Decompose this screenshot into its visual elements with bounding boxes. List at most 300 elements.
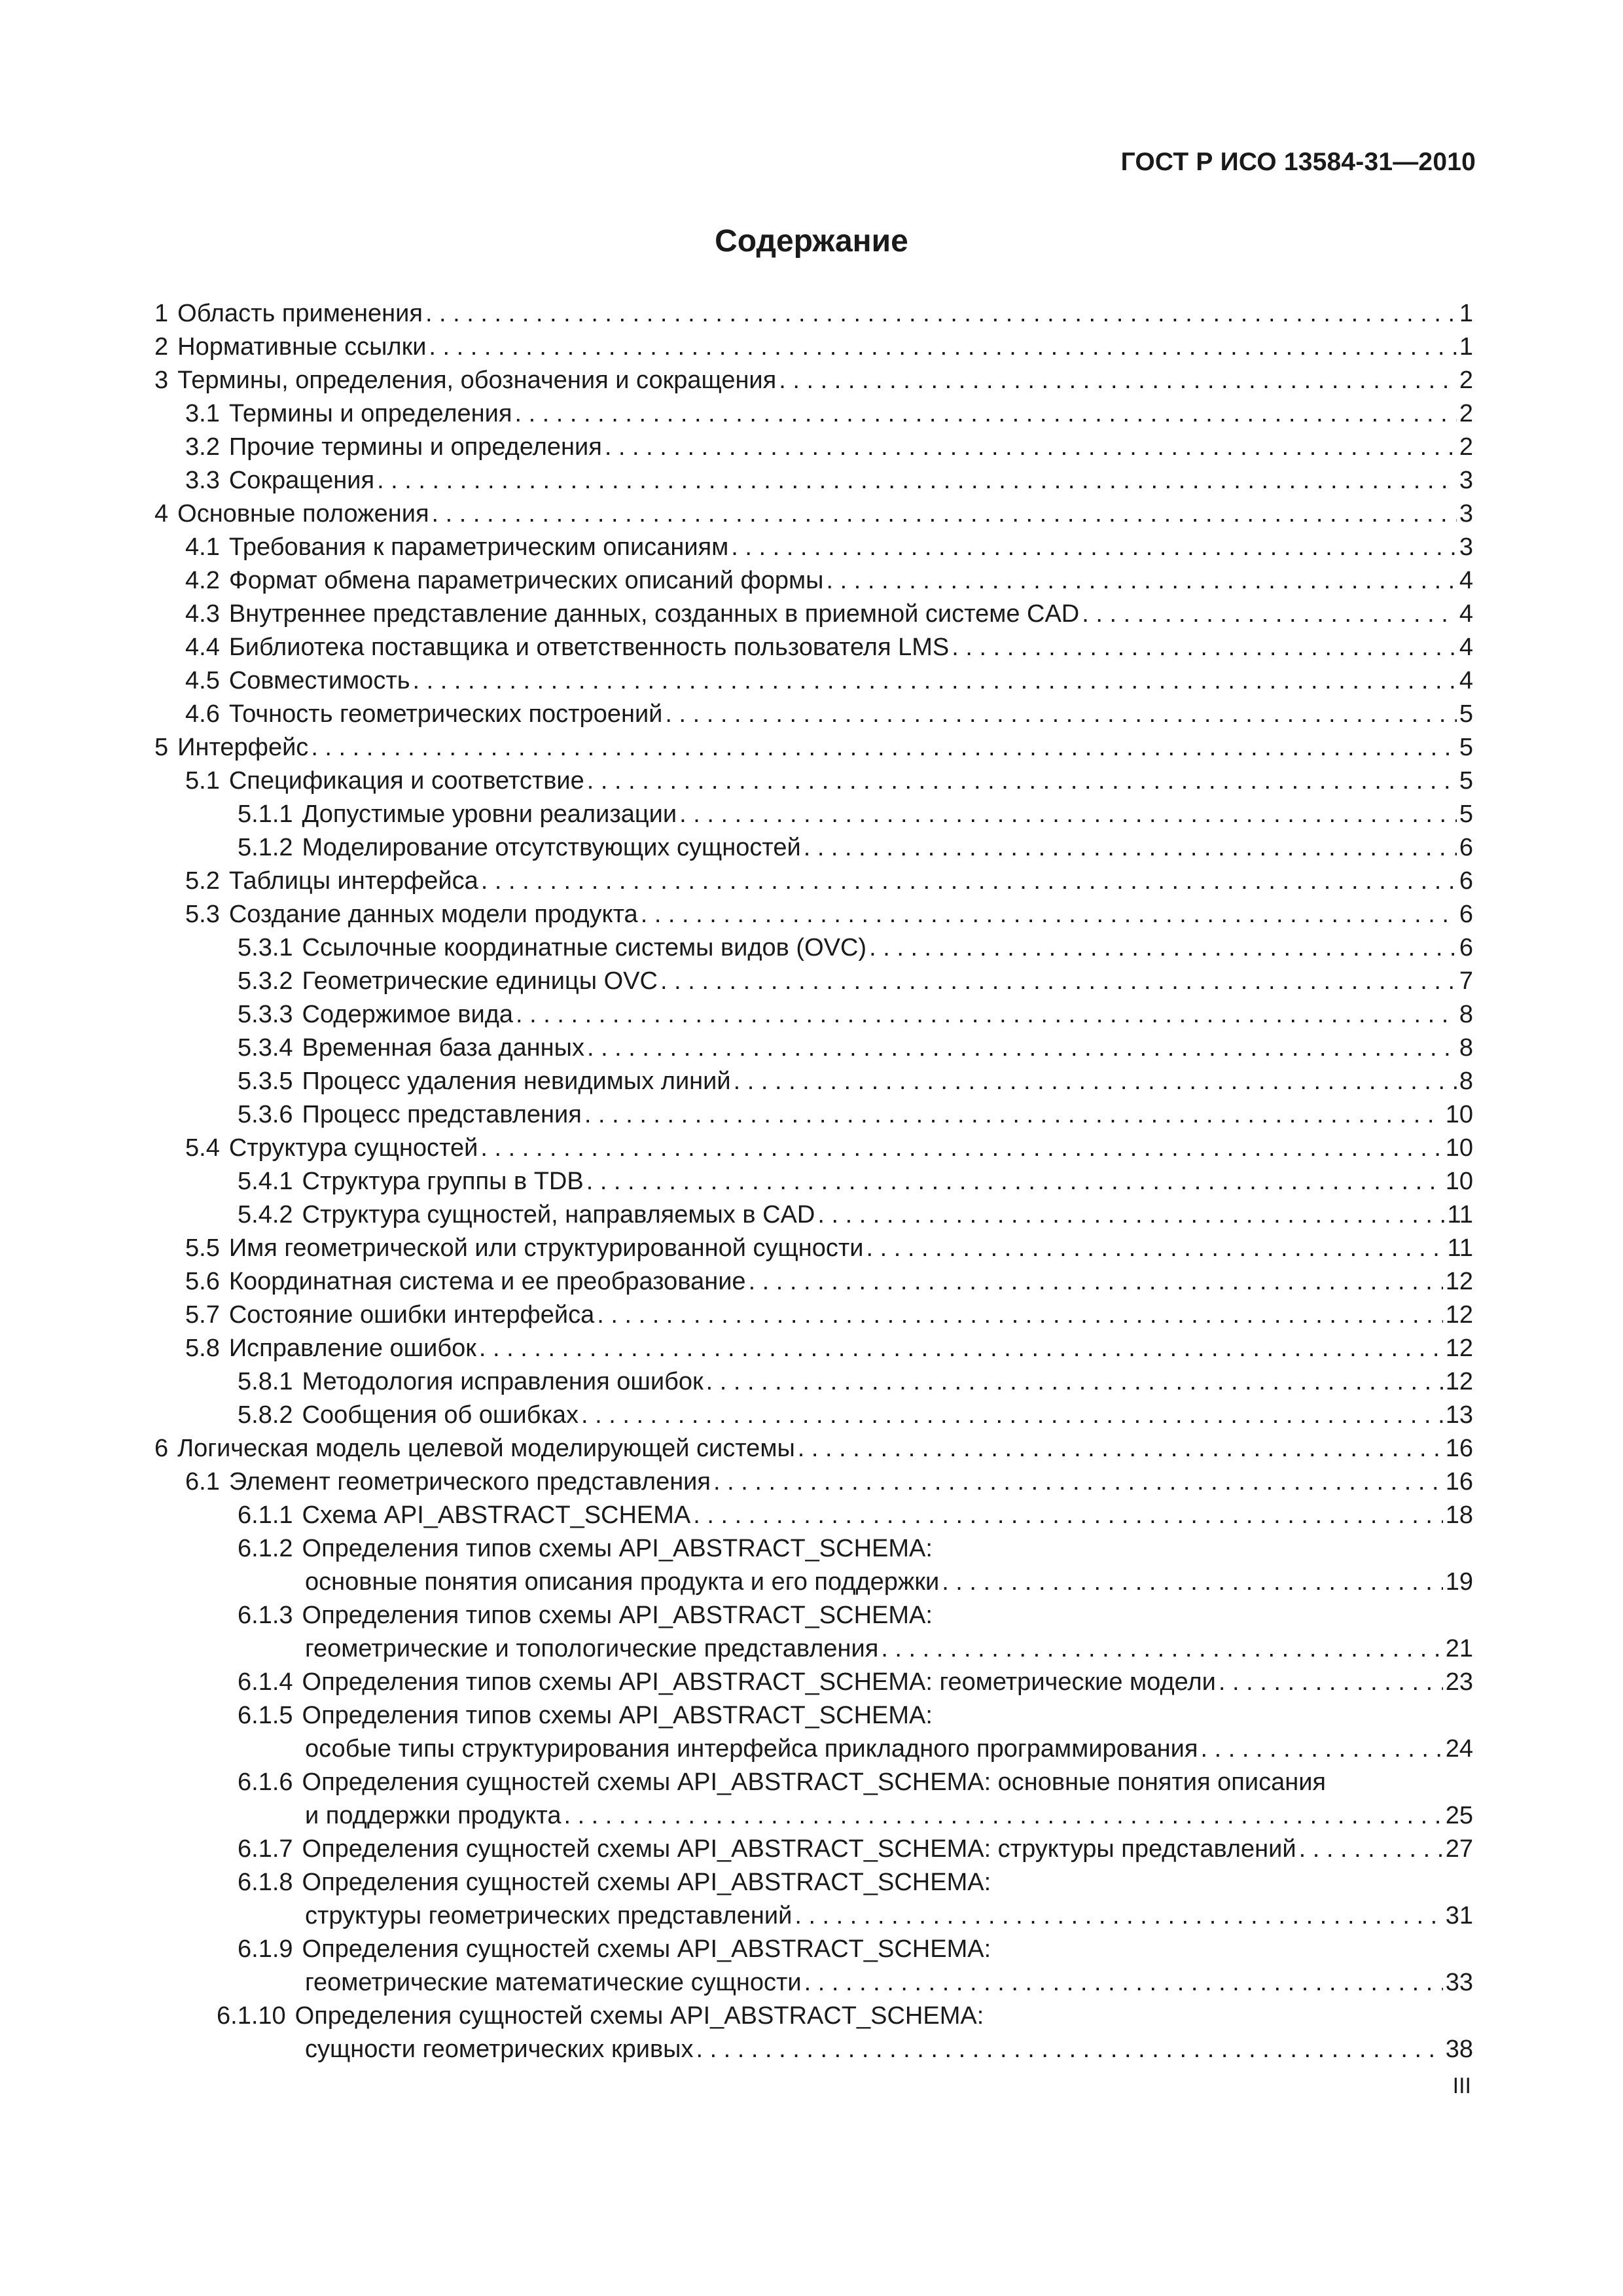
dot-leader — [581, 1399, 1443, 1432]
dot-leader — [713, 1465, 1443, 1499]
toc-entry-title — [154, 297, 423, 331]
toc-entry-label: Моделирование отсутствующих сущностей — [302, 834, 801, 861]
toc-entry[interactable] — [154, 564, 1473, 598]
toc-entry-title — [185, 531, 728, 564]
toc-entry-title — [185, 431, 602, 464]
toc-entry-page: 5 — [1459, 767, 1473, 795]
toc-entry-title — [185, 1232, 864, 1265]
toc-entry-title — [185, 865, 478, 898]
toc-entry-page: 6 — [1459, 934, 1473, 961]
dot-leader — [696, 2033, 1442, 2066]
toc-entry-label: особые типы структурирования интерфейса прикладного программирования — [305, 1735, 1198, 1763]
toc-entry-title — [154, 731, 308, 764]
toc-entry-label: Ссылочные координатные системы видов (OVC) — [302, 934, 867, 961]
toc-entry-number: 5.3.4 — [238, 1034, 293, 1062]
toc-entry-number: 5.3.1 — [238, 934, 293, 961]
toc-entry-number: 5.1.2 — [238, 834, 293, 861]
toc-entry-label: Сообщения об ошибках — [302, 1401, 579, 1429]
toc-entry-page: 12 — [1445, 1335, 1473, 1362]
dot-leader — [1082, 598, 1457, 631]
toc-entry-page: 5 — [1459, 700, 1473, 728]
toc-entry-label: Процесс представления — [302, 1101, 582, 1128]
dot-leader — [869, 931, 1457, 965]
toc-entry[interactable] — [154, 1966, 1473, 2000]
toc-entry-page: 4 — [1459, 634, 1473, 661]
toc-entry-label: сущности геометрических кривых — [305, 2036, 694, 2063]
toc-entry-page: 18 — [1445, 1501, 1473, 1529]
toc-entry-label: Библиотека поставщика и ответственность пользователя LMS — [228, 634, 950, 661]
dot-leader — [425, 297, 1457, 331]
dot-leader — [584, 1098, 1443, 1132]
dot-leader — [311, 731, 1457, 764]
toc-entry-label: Определения типов схемы API_ABSTRACT_SCHEMA: геометрические модели — [302, 1668, 1216, 1696]
toc-entry[interactable] — [154, 1833, 1473, 1866]
toc-entry-page: 5 — [1459, 800, 1473, 828]
toc-entry[interactable] — [154, 631, 1473, 664]
toc-entry-page: 8 — [1459, 1001, 1473, 1028]
dot-leader — [641, 898, 1457, 931]
toc-entry[interactable] — [154, 2033, 1473, 2066]
toc-entry-number: 4.2 — [185, 567, 220, 594]
toc-entry-number: 2 — [154, 333, 169, 361]
toc-entry[interactable] — [154, 698, 1473, 731]
toc-entry[interactable] — [154, 1031, 1473, 1065]
toc-entry-page: 23 — [1445, 1668, 1473, 1696]
toc-entry-number: 5.4 — [185, 1134, 220, 1162]
page-title: Содержание — [715, 224, 908, 259]
toc-entry-page: 3 — [1459, 467, 1473, 494]
toc-entry-label: Сокращения — [228, 467, 375, 494]
toc-entry[interactable] — [154, 931, 1473, 965]
toc-entry-number: 6.1.7 — [238, 1835, 293, 1863]
toc-entry-number: 6.1.5 — [238, 1702, 293, 1729]
toc-entry-title — [154, 364, 776, 397]
toc-entry[interactable] — [154, 998, 1473, 1031]
toc-entry-label: Основные положения — [177, 500, 429, 528]
toc-entry-title — [238, 1666, 1216, 1699]
toc-entry-title — [305, 1732, 1198, 1766]
toc-entry-number: 5.8 — [185, 1335, 220, 1362]
toc-entry-number: 3.1 — [185, 400, 220, 427]
toc-entry-page: 5 — [1459, 734, 1473, 761]
toc-entry-title — [185, 598, 1079, 631]
toc-entry-title — [305, 1566, 939, 1599]
dot-leader — [597, 1299, 1442, 1332]
dot-leader — [779, 364, 1457, 397]
toc-entry-label: Структура группы в TDB — [302, 1168, 584, 1195]
toc-entry-page: 12 — [1445, 1268, 1473, 1295]
dot-leader — [587, 764, 1457, 798]
toc-entry[interactable] — [154, 1232, 1473, 1265]
toc-entry-label: Определения сущностей схемы API_ABSTRACT_SCHEMA: — [302, 1869, 991, 1896]
toc-entry[interactable] — [154, 1666, 1473, 1699]
toc-entry-page: 13 — [1445, 1401, 1473, 1429]
dot-leader — [1219, 1666, 1443, 1699]
toc-entry-title — [238, 1165, 584, 1198]
table-of-contents — [154, 297, 1473, 2066]
toc-entry-page: 16 — [1445, 1468, 1473, 1496]
toc-entry-page: 4 — [1459, 600, 1473, 628]
toc-entry-title — [238, 1766, 1326, 1799]
toc-entry-title — [238, 1365, 704, 1399]
toc-entry[interactable] — [154, 1132, 1473, 1165]
toc-entry-number: 6.1.2 — [238, 1535, 293, 1562]
toc-entry-label: Содержимое вида — [302, 1001, 514, 1028]
toc-entry-label: Определения сущностей схемы API_ABSTRACT_SCHEMA: основные понятия описания — [302, 1768, 1327, 1796]
toc-entry-label: Состояние ошибки интерфейса — [228, 1301, 595, 1329]
toc-entry-title — [238, 1098, 582, 1132]
toc-entry-title — [305, 1632, 878, 1666]
toc-entry-label: Точность геометрических построений — [228, 700, 663, 728]
dot-leader — [586, 1165, 1443, 1198]
toc-entry-number: 4 — [154, 500, 169, 528]
toc-entry[interactable] — [154, 831, 1473, 865]
toc-entry-title — [238, 1699, 933, 1732]
toc-entry[interactable] — [154, 1933, 1473, 1966]
toc-entry-label: Внутреннее представление данных, созданных в приемной системе CAD — [228, 600, 1080, 628]
toc-entry-label: структуры геометрических представлений — [305, 1902, 793, 1929]
toc-entry-page: 33 — [1445, 1969, 1473, 1996]
dot-leader — [432, 497, 1457, 531]
toc-entry-title — [154, 497, 429, 531]
toc-entry-page: 2 — [1459, 433, 1473, 461]
toc-entry-page: 7 — [1459, 967, 1473, 995]
toc-entry-title — [238, 1866, 991, 1899]
toc-entry-page: 3 — [1459, 500, 1473, 528]
toc-entry-page: 6 — [1459, 901, 1473, 928]
dot-leader — [731, 531, 1457, 564]
toc-entry-label: Элемент геометрического представления — [228, 1468, 711, 1496]
toc-entry[interactable] — [154, 865, 1473, 898]
toc-entry-number: 4.5 — [185, 667, 220, 694]
dot-leader — [660, 965, 1457, 998]
toc-entry-page: 12 — [1445, 1301, 1473, 1329]
toc-entry-title — [238, 1933, 991, 1966]
toc-entry[interactable] — [154, 1732, 1473, 1766]
toc-entry-number: 3 — [154, 367, 169, 394]
toc-entry-label: Схема API_ABSTRACT_SCHEMA — [302, 1501, 691, 1529]
toc-entry-number: 5.3 — [185, 901, 220, 928]
toc-entry-page: 10 — [1445, 1168, 1473, 1195]
toc-entry-page: 2 — [1459, 400, 1473, 427]
toc-entry[interactable] — [154, 497, 1473, 531]
toc-entry-label: и поддержки продукта — [305, 1802, 562, 1829]
dot-leader — [429, 331, 1456, 364]
toc-entry-title — [185, 1465, 711, 1499]
toc-entry-page: 3 — [1459, 533, 1473, 561]
toc-entry-label: Структура сущностей, направляемых в CAD — [302, 1201, 815, 1229]
toc-entry-title — [305, 1799, 561, 1833]
toc-entry-number: 5.3.5 — [238, 1067, 293, 1095]
toc-entry-page: 2 — [1459, 367, 1473, 394]
toc-entry-label: Определения сущностей схемы API_ABSTRACT_SCHEMA: — [302, 1935, 991, 1963]
toc-entry-number: 5.4.1 — [238, 1168, 293, 1195]
toc-entry[interactable] — [154, 1098, 1473, 1132]
toc-entry-number: 3.2 — [185, 433, 220, 461]
toc-entry-page: 6 — [1459, 867, 1473, 895]
toc-entry[interactable] — [154, 1566, 1473, 1599]
toc-entry-title — [238, 1198, 815, 1232]
toc-entry-number: 6.1.8 — [238, 1869, 293, 1896]
dot-leader — [749, 1265, 1443, 1299]
toc-entry-page: 8 — [1459, 1067, 1473, 1095]
toc-entry-label: Допустимые уровни реализации — [302, 800, 677, 828]
dot-leader — [881, 1632, 1442, 1666]
toc-entry-number: 5.3.3 — [238, 1001, 293, 1028]
dot-leader — [804, 831, 1457, 865]
toc-entry[interactable] — [154, 1532, 1473, 1566]
toc-entry-label: Координатная система и ее преобразование — [228, 1268, 746, 1295]
toc-entry-number: 5.1.1 — [238, 800, 293, 828]
toc-entry-label: геометрические и топологические представления — [305, 1635, 879, 1662]
toc-entry-label: Определения типов схемы API_ABSTRACT_SCHEMA: — [302, 1602, 933, 1629]
toc-entry-title — [238, 1499, 690, 1532]
toc-entry-number: 5.8.1 — [238, 1368, 293, 1395]
dot-leader — [514, 397, 1456, 431]
toc-entry[interactable] — [154, 1198, 1473, 1232]
toc-entry-label: Термины и определения — [228, 400, 512, 427]
toc-entry-page: 25 — [1445, 1802, 1473, 1829]
toc-entry-label: Определения сущностей схемы API_ABSTRACT_SCHEMA: структуры представлений — [302, 1835, 1296, 1863]
toc-entry-page: 31 — [1445, 1902, 1473, 1929]
toc-entry-title — [185, 464, 374, 497]
toc-entry[interactable] — [154, 297, 1473, 331]
dot-leader — [804, 1966, 1443, 2000]
toc-entry-title — [238, 931, 866, 965]
toc-entry-title — [185, 1265, 746, 1299]
toc-entry-title — [238, 1031, 584, 1065]
toc-entry-page: 1 — [1459, 333, 1473, 361]
toc-entry[interactable] — [154, 1332, 1473, 1365]
toc-entry-title — [238, 831, 801, 865]
toc-entry-page: 4 — [1459, 667, 1473, 694]
toc-entry-title — [217, 2000, 984, 2033]
toc-entry-title — [238, 965, 658, 998]
toc-entry-label: Интерфейс — [177, 734, 309, 761]
toc-entry-number: 6.1 — [185, 1468, 220, 1496]
toc-entry-title — [238, 1399, 579, 1432]
toc-entry[interactable] — [154, 1799, 1473, 1833]
toc-entry[interactable] — [154, 1899, 1473, 1933]
toc-entry[interactable] — [154, 431, 1473, 464]
dot-leader — [827, 564, 1457, 598]
toc-entry[interactable] — [154, 764, 1473, 798]
toc-entry-label: Структура сущностей — [228, 1134, 478, 1162]
toc-entry-number: 6 — [154, 1435, 169, 1462]
toc-entry-title — [185, 1332, 476, 1365]
toc-entry[interactable] — [154, 1766, 1473, 1799]
toc-entry-number: 4.3 — [185, 600, 220, 628]
toc-entry-page: 10 — [1445, 1101, 1473, 1128]
toc-entry-label: Нормативные ссылки — [177, 333, 427, 361]
toc-entry-page: 1 — [1459, 300, 1473, 327]
toc-entry[interactable] — [154, 1499, 1473, 1532]
toc-entry-page: 16 — [1445, 1435, 1473, 1462]
toc-entry[interactable] — [154, 331, 1473, 364]
toc-entry-page: 11 — [1447, 1201, 1473, 1229]
toc-entry[interactable] — [154, 731, 1473, 764]
toc-entry-title — [238, 1065, 731, 1098]
toc-entry-page: 10 — [1445, 1134, 1473, 1162]
toc-entry[interactable] — [154, 1399, 1473, 1432]
toc-entry[interactable] — [154, 1432, 1473, 1465]
toc-entry[interactable] — [154, 965, 1473, 998]
toc-entry-number: 1 — [154, 300, 169, 327]
toc-entry-number: 6.1.9 — [238, 1935, 293, 1963]
toc-entry[interactable] — [154, 664, 1473, 698]
toc-entry-number: 6.1.3 — [238, 1602, 293, 1629]
toc-entry-number: 5.6 — [185, 1268, 220, 1295]
dot-leader — [665, 698, 1456, 731]
toc-entry-label: Прочие термины и определения — [228, 433, 602, 461]
toc-entry-number: 6.1.1 — [238, 1501, 293, 1529]
toc-entry[interactable] — [154, 464, 1473, 497]
toc-entry-number: 5.4.2 — [238, 1201, 293, 1229]
toc-entry[interactable] — [154, 1866, 1473, 1899]
dot-leader — [734, 1065, 1457, 1098]
toc-entry-number: 5.8.2 — [238, 1401, 293, 1429]
toc-entry-number: 5.5 — [185, 1234, 220, 1262]
toc-entry-label: Создание данных модели продукта — [228, 901, 638, 928]
toc-entry-title — [238, 798, 677, 831]
toc-entry[interactable] — [154, 1265, 1473, 1299]
toc-entry-title — [185, 631, 949, 664]
toc-entry-label: Требования к параметрическим описаниям — [228, 533, 729, 561]
dot-leader — [413, 664, 1457, 698]
toc-entry-number: 6.1.10 — [217, 2002, 286, 2030]
toc-entry-label: Временная база данных — [302, 1034, 584, 1062]
toc-entry[interactable] — [154, 598, 1473, 631]
toc-entry-title — [185, 764, 584, 798]
toc-entry-label: Определения типов схемы API_ABSTRACT_SCHEMA: — [302, 1535, 933, 1562]
toc-entry-page: 21 — [1445, 1635, 1473, 1662]
toc-entry-label: Формат обмена параметрических описаний формы — [228, 567, 824, 594]
toc-entry-number: 4.6 — [185, 700, 220, 728]
toc-entry-label: Таблицы интерфейса — [228, 867, 478, 895]
toc-entry[interactable] — [154, 1632, 1473, 1666]
dot-leader — [866, 1232, 1445, 1265]
toc-entry[interactable] — [154, 1699, 1473, 1732]
toc-entry-page: 11 — [1447, 1234, 1473, 1262]
dot-leader — [587, 1031, 1457, 1065]
toc-entry-title — [154, 331, 426, 364]
toc-entry-label: Термины, определения, обозначения и сокращения — [177, 367, 777, 394]
dot-leader — [516, 998, 1457, 1031]
dot-leader — [952, 631, 1457, 664]
toc-entry-number: 5.3.2 — [238, 967, 293, 995]
dot-leader — [563, 1799, 1442, 1833]
toc-entry-label: Определения сущностей схемы API_ABSTRACT_SCHEMA: — [294, 2002, 984, 2030]
toc-entry[interactable] — [154, 898, 1473, 931]
dot-leader — [1200, 1732, 1442, 1766]
toc-entry-label: Исправление ошибок — [228, 1335, 476, 1362]
toc-entry-number: 5 — [154, 734, 169, 761]
toc-entry-label: Логическая модель целевой моделирующей системы — [177, 1435, 795, 1462]
toc-entry-page: 38 — [1445, 2036, 1473, 2063]
toc-entry-label: Совместимость — [228, 667, 410, 694]
toc-entry-title — [238, 1599, 933, 1632]
toc-entry-label: Процесс удаления невидимых линий — [302, 1067, 731, 1095]
toc-entry[interactable] — [154, 397, 1473, 431]
dot-leader — [605, 431, 1457, 464]
dot-leader — [479, 1332, 1443, 1365]
toc-entry[interactable] — [154, 531, 1473, 564]
toc-entry[interactable] — [154, 2000, 1473, 2033]
toc-entry-label: Геометрические единицы OVC — [302, 967, 658, 995]
toc-entry-title — [238, 998, 513, 1031]
toc-entry-title — [154, 1432, 795, 1465]
dot-leader — [794, 1899, 1442, 1933]
toc-entry-number: 4.4 — [185, 634, 220, 661]
toc-entry-title — [305, 1966, 802, 2000]
toc-entry-label: Спецификация и соответствие — [228, 767, 584, 795]
document-code: ГОСТ Р ИСО 13584-31—2010 — [1120, 148, 1476, 176]
toc-entry-title — [185, 898, 638, 931]
toc-entry-page: 27 — [1445, 1835, 1473, 1863]
dot-leader — [679, 798, 1457, 831]
toc-entry-title — [185, 698, 662, 731]
dot-leader — [693, 1499, 1442, 1532]
toc-entry-page: 19 — [1445, 1568, 1473, 1596]
toc-entry-title — [305, 2033, 693, 2066]
toc-entry-page: 12 — [1445, 1368, 1473, 1395]
dot-leader — [706, 1365, 1443, 1399]
toc-entry-number: 3.3 — [185, 467, 220, 494]
toc-entry[interactable] — [154, 1065, 1473, 1098]
toc-entry-title — [185, 1132, 478, 1165]
toc-entry-title — [185, 397, 512, 431]
toc-entry-title — [238, 1532, 933, 1566]
toc-entry-number: 6.1.4 — [238, 1668, 293, 1696]
toc-entry-number: 6.1.6 — [238, 1768, 293, 1796]
dot-leader — [481, 865, 1457, 898]
toc-entry-title — [185, 1299, 594, 1332]
toc-entry-number: 5.1 — [185, 767, 220, 795]
toc-entry-label: Область применения — [177, 300, 423, 327]
dot-leader — [798, 1432, 1443, 1465]
page-number: III — [1452, 2073, 1471, 2098]
toc-entry[interactable] — [154, 1165, 1473, 1198]
toc-entry-number: 5.3.6 — [238, 1101, 293, 1128]
toc-entry[interactable] — [154, 1465, 1473, 1499]
toc-entry-page: 24 — [1445, 1735, 1473, 1763]
toc-entry-number: 5.7 — [185, 1301, 220, 1329]
dot-leader — [1299, 1833, 1443, 1866]
dot-leader — [942, 1566, 1443, 1599]
toc-entry-title — [185, 664, 410, 698]
toc-entry[interactable] — [154, 1599, 1473, 1632]
toc-entry[interactable] — [154, 1365, 1473, 1399]
dot-leader — [480, 1132, 1442, 1165]
toc-entry-number: 5.2 — [185, 867, 220, 895]
toc-entry[interactable] — [154, 1299, 1473, 1332]
toc-entry-label: геометрические математические сущности — [305, 1969, 802, 1996]
toc-entry-label: Методология исправления ошибок — [302, 1368, 704, 1395]
toc-entry-title — [185, 564, 824, 598]
toc-entry-label: Определения типов схемы API_ABSTRACT_SCHEMA: — [302, 1702, 933, 1729]
toc-entry-label: Имя геометрической или структурированной сущности — [228, 1234, 864, 1262]
toc-entry-title — [238, 1833, 1296, 1866]
toc-entry-title — [305, 1899, 792, 1933]
dot-leader — [817, 1198, 1444, 1232]
toc-entry-page: 4 — [1459, 567, 1473, 594]
toc-entry-page: 8 — [1459, 1034, 1473, 1062]
toc-entry-number: 4.1 — [185, 533, 220, 561]
toc-entry[interactable] — [154, 364, 1473, 397]
toc-entry[interactable] — [154, 798, 1473, 831]
toc-entry-page: 6 — [1459, 834, 1473, 861]
dot-leader — [377, 464, 1457, 497]
